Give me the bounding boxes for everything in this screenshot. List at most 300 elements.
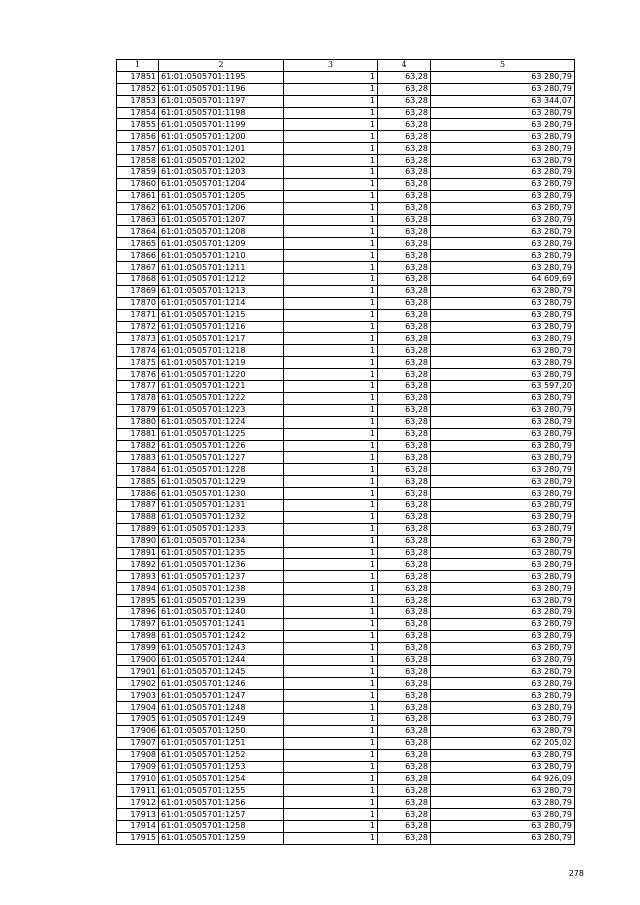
table-row — [117, 238, 575, 250]
count-cell: 1 — [284, 178, 378, 190]
count-cell: 1 — [284, 702, 378, 714]
row-index-cell: 17880 — [117, 416, 159, 428]
area-cell: 63,28 — [378, 226, 431, 238]
count-cell: 1 — [284, 440, 378, 452]
count-cell: 1 — [284, 95, 378, 107]
count-cell: 1 — [284, 630, 378, 642]
area-cell: 63,28 — [378, 488, 431, 500]
row-index-cell: 17909 — [117, 761, 159, 773]
area-cell: 63,28 — [378, 654, 431, 666]
cadastral-number-cell: 61:01:0505701:1223 — [159, 404, 284, 416]
count-cell: 1 — [284, 309, 378, 321]
count-cell: 1 — [284, 369, 378, 381]
row-index-cell: 17873 — [117, 333, 159, 345]
area-cell: 63,28 — [378, 214, 431, 226]
table-row — [117, 262, 575, 274]
cadastral-number-cell: 61:01:0505701:1211 — [159, 262, 284, 274]
count-cell: 1 — [284, 357, 378, 369]
value-cell: 63 280,79 — [431, 702, 575, 714]
row-index-cell: 17886 — [117, 488, 159, 500]
area-cell: 63,28 — [378, 202, 431, 214]
value-cell: 63 280,79 — [431, 713, 575, 725]
header-cell-cadastral-number: 2 — [159, 60, 284, 72]
area-cell: 63,28 — [378, 547, 431, 559]
value-cell: 63 344,07 — [431, 95, 575, 107]
count-cell: 1 — [284, 285, 378, 297]
table-row — [117, 713, 575, 725]
area-cell: 63,28 — [378, 690, 431, 702]
cadastral-number-cell: 61:01:0505701:1239 — [159, 595, 284, 607]
area-cell: 63,28 — [378, 666, 431, 678]
cadastral-number-cell: 61:01:0505701:1236 — [159, 559, 284, 571]
table-row — [117, 749, 575, 761]
count-cell: 1 — [284, 250, 378, 262]
cadastral-number-cell: 61:01:0505701:1195 — [159, 71, 284, 83]
area-cell: 63,28 — [378, 702, 431, 714]
value-cell: 63 280,79 — [431, 155, 575, 167]
row-index-cell: 17879 — [117, 404, 159, 416]
row-index-cell: 17885 — [117, 476, 159, 488]
area-cell: 63,28 — [378, 499, 431, 511]
row-index-cell: 17883 — [117, 452, 159, 464]
count-cell: 1 — [284, 523, 378, 535]
row-index-cell: 17910 — [117, 773, 159, 785]
area-cell: 63,28 — [378, 464, 431, 476]
cadastral-number-cell: 61:01:0505701:1228 — [159, 464, 284, 476]
row-index-cell: 17881 — [117, 428, 159, 440]
row-index-cell: 17893 — [117, 571, 159, 583]
count-cell: 1 — [284, 499, 378, 511]
count-cell: 1 — [284, 107, 378, 119]
value-cell: 64 926,09 — [431, 773, 575, 785]
area-cell: 63,28 — [378, 452, 431, 464]
value-cell: 63 280,79 — [431, 618, 575, 630]
count-cell: 1 — [284, 678, 378, 690]
count-cell: 1 — [284, 202, 378, 214]
cadastral-number-cell: 61:01:0505701:1247 — [159, 690, 284, 702]
value-cell: 63 597,20 — [431, 381, 575, 393]
table-row — [117, 71, 575, 83]
area-cell: 63,28 — [378, 238, 431, 250]
cadastral-number-cell: 61:01:0505701:1209 — [159, 238, 284, 250]
table-row — [117, 690, 575, 702]
table-row — [117, 285, 575, 297]
row-index-cell: 17858 — [117, 155, 159, 167]
cadastral-number-cell: 61:01:0505701:1254 — [159, 773, 284, 785]
area-cell: 63,28 — [378, 178, 431, 190]
area-cell: 63,28 — [378, 107, 431, 119]
row-index-cell: 17888 — [117, 511, 159, 523]
row-index-cell: 17861 — [117, 190, 159, 202]
cadastral-number-cell: 61:01:0505701:1235 — [159, 547, 284, 559]
table-row — [117, 773, 575, 785]
area-cell: 63,28 — [378, 119, 431, 131]
value-cell: 63 280,79 — [431, 725, 575, 737]
count-cell: 1 — [284, 773, 378, 785]
count-cell: 1 — [284, 547, 378, 559]
area-cell: 63,28 — [378, 773, 431, 785]
area-cell: 63,28 — [378, 333, 431, 345]
cadastral-number-cell: 61:01:0505701:1227 — [159, 452, 284, 464]
row-index-cell: 17863 — [117, 214, 159, 226]
area-cell: 63,28 — [378, 369, 431, 381]
area-cell: 63,28 — [378, 571, 431, 583]
area-cell: 63,28 — [378, 583, 431, 595]
value-cell: 63 280,79 — [431, 583, 575, 595]
area-cell: 63,28 — [378, 737, 431, 749]
table-row — [117, 666, 575, 678]
table-row — [117, 143, 575, 155]
row-index-cell: 17872 — [117, 321, 159, 333]
value-cell: 63 280,79 — [431, 202, 575, 214]
value-cell: 63 280,79 — [431, 809, 575, 821]
cadastral-number-cell: 61:01:0505701:1241 — [159, 618, 284, 630]
value-cell: 63 280,79 — [431, 71, 575, 83]
area-cell: 63,28 — [378, 190, 431, 202]
area-cell: 63,28 — [378, 523, 431, 535]
count-cell: 1 — [284, 167, 378, 179]
row-index-cell: 17900 — [117, 654, 159, 666]
value-cell: 63 280,79 — [431, 654, 575, 666]
value-cell: 63 280,79 — [431, 488, 575, 500]
table-row — [117, 523, 575, 535]
count-cell: 1 — [284, 321, 378, 333]
value-cell: 63 280,79 — [431, 595, 575, 607]
cadastral-number-cell: 61:01:0505701:1230 — [159, 488, 284, 500]
cadastral-number-cell: 61:01:0505701:1255 — [159, 785, 284, 797]
row-index-cell: 17884 — [117, 464, 159, 476]
value-cell: 63 280,79 — [431, 428, 575, 440]
cadastral-number-cell: 61:01:0505701:1250 — [159, 725, 284, 737]
cadastral-number-cell: 61:01:0505701:1206 — [159, 202, 284, 214]
area-cell: 63,28 — [378, 274, 431, 286]
row-index-cell: 17911 — [117, 785, 159, 797]
count-cell: 1 — [284, 119, 378, 131]
table-row — [117, 761, 575, 773]
row-index-cell: 17876 — [117, 369, 159, 381]
count-cell: 1 — [284, 571, 378, 583]
area-cell: 63,28 — [378, 511, 431, 523]
area-cell: 63,28 — [378, 143, 431, 155]
value-cell: 63 280,79 — [431, 250, 575, 262]
area-cell: 63,28 — [378, 416, 431, 428]
table-row — [117, 428, 575, 440]
table-row — [117, 476, 575, 488]
row-index-cell: 17854 — [117, 107, 159, 119]
count-cell: 1 — [284, 404, 378, 416]
row-index-cell: 17867 — [117, 262, 159, 274]
area-cell: 63,28 — [378, 630, 431, 642]
value-cell: 63 280,79 — [431, 262, 575, 274]
cadastral-number-cell: 61:01:0505701:1215 — [159, 309, 284, 321]
area-cell: 63,28 — [378, 285, 431, 297]
row-index-cell: 17856 — [117, 131, 159, 143]
count-cell: 1 — [284, 749, 378, 761]
table-row — [117, 809, 575, 821]
value-cell: 64 609,69 — [431, 274, 575, 286]
table-row — [117, 499, 575, 511]
value-cell: 63 280,79 — [431, 821, 575, 833]
cadastral-number-cell: 61:01:0505701:1233 — [159, 523, 284, 535]
row-index-cell: 17859 — [117, 167, 159, 179]
area-cell: 63,28 — [378, 392, 431, 404]
cadastral-number-cell: 61:01:0505701:1231 — [159, 499, 284, 511]
area-cell: 63,28 — [378, 785, 431, 797]
row-index-cell: 17851 — [117, 71, 159, 83]
row-index-cell: 17871 — [117, 309, 159, 321]
table-row — [117, 797, 575, 809]
table-row — [117, 606, 575, 618]
table-row — [117, 702, 575, 714]
table-row — [117, 167, 575, 179]
row-index-cell: 17864 — [117, 226, 159, 238]
row-index-cell: 17870 — [117, 297, 159, 309]
area-cell: 63,28 — [378, 535, 431, 547]
row-index-cell: 17907 — [117, 737, 159, 749]
cadastral-number-cell: 61:01:0505701:1242 — [159, 630, 284, 642]
area-cell: 63,28 — [378, 642, 431, 654]
cadastral-number-cell: 61:01:0505701:1196 — [159, 83, 284, 95]
count-cell: 1 — [284, 238, 378, 250]
table-row — [117, 321, 575, 333]
value-cell: 63 280,79 — [431, 238, 575, 250]
header-row — [117, 60, 575, 72]
cadastral-number-cell: 61:01:0505701:1213 — [159, 285, 284, 297]
count-cell: 1 — [284, 71, 378, 83]
table-row — [117, 297, 575, 309]
count-cell: 1 — [284, 381, 378, 393]
row-index-cell: 17852 — [117, 83, 159, 95]
value-cell: 63 280,79 — [431, 345, 575, 357]
count-cell: 1 — [284, 416, 378, 428]
row-index-cell: 17894 — [117, 583, 159, 595]
table-row — [117, 832, 575, 844]
row-index-cell: 17915 — [117, 832, 159, 844]
header-cell-count: 3 — [284, 60, 378, 72]
cadastral-number-cell: 61:01:0505701:1205 — [159, 190, 284, 202]
count-cell: 1 — [284, 690, 378, 702]
table-row — [117, 737, 575, 749]
cadastral-number-cell: 61:01:0505701:1238 — [159, 583, 284, 595]
area-cell: 63,28 — [378, 821, 431, 833]
count-cell: 1 — [284, 190, 378, 202]
table-row — [117, 95, 575, 107]
value-cell: 63 280,79 — [431, 464, 575, 476]
table-row — [117, 404, 575, 416]
page-number: 278 — [568, 869, 584, 878]
value-cell: 63 280,79 — [431, 832, 575, 844]
count-cell: 1 — [284, 262, 378, 274]
area-cell: 63,28 — [378, 749, 431, 761]
area-cell: 63,28 — [378, 71, 431, 83]
cadastral-number-cell: 61:01:0505701:1222 — [159, 392, 284, 404]
table-row — [117, 416, 575, 428]
count-cell: 1 — [284, 428, 378, 440]
table-row — [117, 333, 575, 345]
value-cell: 63 280,79 — [431, 119, 575, 131]
row-index-cell: 17899 — [117, 642, 159, 654]
row-index-cell: 17908 — [117, 749, 159, 761]
table-row — [117, 452, 575, 464]
row-index-cell: 17897 — [117, 618, 159, 630]
cadastral-number-cell: 61:01:0505701:1214 — [159, 297, 284, 309]
count-cell: 1 — [284, 785, 378, 797]
area-cell: 63,28 — [378, 832, 431, 844]
row-index-cell: 17868 — [117, 274, 159, 286]
table-row — [117, 583, 575, 595]
cadastral-number-cell: 61:01:0505701:1218 — [159, 345, 284, 357]
row-index-cell: 17866 — [117, 250, 159, 262]
area-cell: 63,28 — [378, 428, 431, 440]
row-index-cell: 17904 — [117, 702, 159, 714]
row-index-cell: 17877 — [117, 381, 159, 393]
table-row — [117, 678, 575, 690]
cadastral-number-cell: 61:01:0505701:1229 — [159, 476, 284, 488]
row-index-cell: 17865 — [117, 238, 159, 250]
count-cell: 1 — [284, 725, 378, 737]
count-cell: 1 — [284, 713, 378, 725]
table-row — [117, 488, 575, 500]
value-cell: 63 280,79 — [431, 606, 575, 618]
value-cell: 63 280,79 — [431, 309, 575, 321]
area-cell: 63,28 — [378, 167, 431, 179]
area-cell: 63,28 — [378, 357, 431, 369]
data-table — [116, 59, 575, 845]
count-cell: 1 — [284, 797, 378, 809]
row-index-cell: 17860 — [117, 178, 159, 190]
cadastral-number-cell: 61:01:0505701:1237 — [159, 571, 284, 583]
row-index-cell: 17914 — [117, 821, 159, 833]
area-cell: 63,28 — [378, 381, 431, 393]
count-cell: 1 — [284, 464, 378, 476]
area-cell: 63,28 — [378, 262, 431, 274]
row-index-cell: 17895 — [117, 595, 159, 607]
table-row — [117, 357, 575, 369]
table-row — [117, 535, 575, 547]
value-cell: 63 280,79 — [431, 571, 575, 583]
area-cell: 63,28 — [378, 309, 431, 321]
value-cell: 63 280,79 — [431, 167, 575, 179]
value-cell: 63 280,79 — [431, 131, 575, 143]
area-cell: 63,28 — [378, 155, 431, 167]
row-index-cell: 17912 — [117, 797, 159, 809]
table-row — [117, 511, 575, 523]
count-cell: 1 — [284, 226, 378, 238]
area-cell: 63,28 — [378, 250, 431, 262]
row-index-cell: 17913 — [117, 809, 159, 821]
value-cell: 63 280,79 — [431, 559, 575, 571]
cadastral-number-cell: 61:01:0505701:1234 — [159, 535, 284, 547]
cadastral-number-cell: 61:01:0505701:1253 — [159, 761, 284, 773]
cadastral-number-cell: 61:01:0505701:1207 — [159, 214, 284, 226]
count-cell: 1 — [284, 559, 378, 571]
cadastral-number-cell: 61:01:0505701:1258 — [159, 821, 284, 833]
cadastral-number-cell: 61:01:0505701:1198 — [159, 107, 284, 119]
table-row — [117, 440, 575, 452]
count-cell: 1 — [284, 618, 378, 630]
row-index-cell: 17889 — [117, 523, 159, 535]
value-cell: 63 280,79 — [431, 666, 575, 678]
value-cell: 63 280,79 — [431, 749, 575, 761]
cadastral-number-cell: 61:01:0505701:1208 — [159, 226, 284, 238]
cadastral-number-cell: 61:01:0505701:1221 — [159, 381, 284, 393]
area-cell: 63,28 — [378, 345, 431, 357]
table-row — [117, 119, 575, 131]
cadastral-number-cell: 61:01:0505701:1249 — [159, 713, 284, 725]
table-row — [117, 618, 575, 630]
count-cell: 1 — [284, 488, 378, 500]
area-cell: 63,28 — [378, 797, 431, 809]
area-cell: 63,28 — [378, 95, 431, 107]
table-row — [117, 630, 575, 642]
value-cell: 63 280,79 — [431, 690, 575, 702]
header-cell-value: 5 — [431, 60, 575, 72]
cadastral-number-cell: 61:01:0505701:1203 — [159, 167, 284, 179]
value-cell: 63 280,79 — [431, 107, 575, 119]
cadastral-number-cell: 61:01:0505701:1212 — [159, 274, 284, 286]
count-cell: 1 — [284, 511, 378, 523]
table-row — [117, 547, 575, 559]
row-index-cell: 17892 — [117, 559, 159, 571]
row-index-cell: 17853 — [117, 95, 159, 107]
value-cell: 63 280,79 — [431, 630, 575, 642]
row-index-cell: 17878 — [117, 392, 159, 404]
table-row — [117, 83, 575, 95]
cadastral-number-cell: 61:01:0505701:1204 — [159, 178, 284, 190]
area-cell: 63,28 — [378, 606, 431, 618]
row-index-cell: 17890 — [117, 535, 159, 547]
value-cell: 63 280,79 — [431, 523, 575, 535]
table-row — [117, 381, 575, 393]
table-row — [117, 202, 575, 214]
value-cell: 63 280,79 — [431, 214, 575, 226]
cadastral-number-cell: 61:01:0505701:1219 — [159, 357, 284, 369]
cadastral-number-cell: 61:01:0505701:1243 — [159, 642, 284, 654]
value-cell: 63 280,79 — [431, 416, 575, 428]
area-cell: 63,28 — [378, 83, 431, 95]
value-cell: 63 280,79 — [431, 226, 575, 238]
count-cell: 1 — [284, 297, 378, 309]
count-cell: 1 — [284, 83, 378, 95]
value-cell: 63 280,79 — [431, 357, 575, 369]
area-cell: 63,28 — [378, 559, 431, 571]
cadastral-number-cell: 61:01:0505701:1259 — [159, 832, 284, 844]
count-cell: 1 — [284, 832, 378, 844]
area-cell: 63,28 — [378, 595, 431, 607]
row-index-cell: 17903 — [117, 690, 159, 702]
count-cell: 1 — [284, 274, 378, 286]
value-cell: 63 280,79 — [431, 440, 575, 452]
area-cell: 63,28 — [378, 131, 431, 143]
value-cell: 63 280,79 — [431, 143, 575, 155]
row-index-cell: 17875 — [117, 357, 159, 369]
row-index-cell: 17896 — [117, 606, 159, 618]
cadastral-number-cell: 61:01:0505701:1244 — [159, 654, 284, 666]
row-index-cell: 17891 — [117, 547, 159, 559]
table-row — [117, 155, 575, 167]
cadastral-number-cell: 61:01:0505701:1200 — [159, 131, 284, 143]
value-cell: 62 205,02 — [431, 737, 575, 749]
count-cell: 1 — [284, 737, 378, 749]
value-cell: 63 280,79 — [431, 499, 575, 511]
count-cell: 1 — [284, 155, 378, 167]
value-cell: 63 280,79 — [431, 392, 575, 404]
cadastral-number-cell: 61:01:0505701:1246 — [159, 678, 284, 690]
value-cell: 63 280,79 — [431, 797, 575, 809]
count-cell: 1 — [284, 666, 378, 678]
cadastral-number-cell: 61:01:0505701:1199 — [159, 119, 284, 131]
table-row — [117, 392, 575, 404]
